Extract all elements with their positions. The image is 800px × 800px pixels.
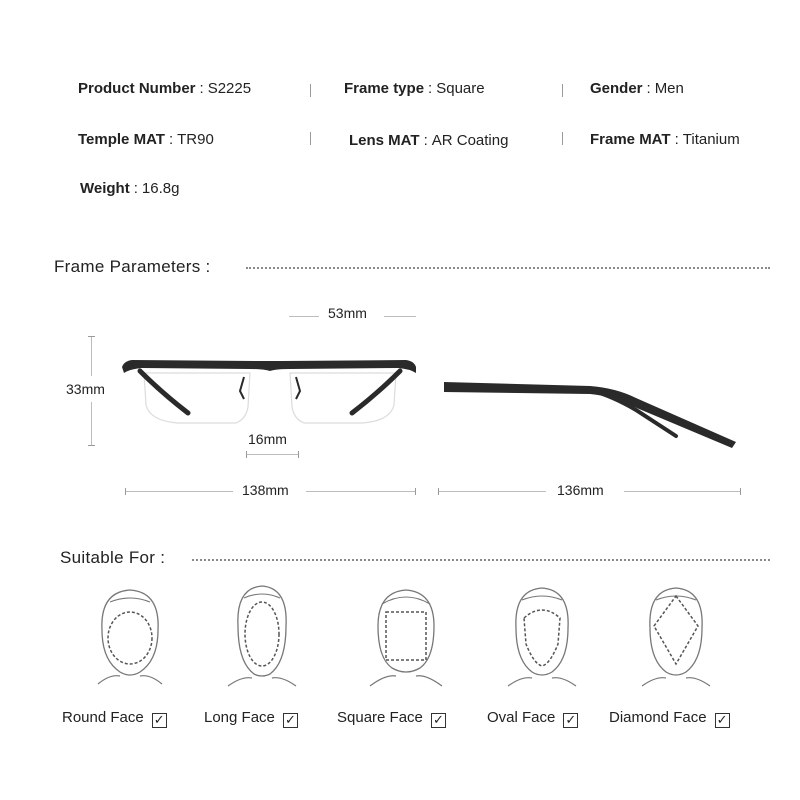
spec-separator: : <box>423 132 428 149</box>
dimension-line <box>125 491 233 492</box>
face-option-oval <box>487 709 578 726</box>
bridge-label: 16mm <box>248 431 287 447</box>
diamond-face-icon <box>626 582 726 692</box>
long-face-icon <box>212 582 312 692</box>
spec-label: Gender <box>590 80 643 97</box>
spec-separator: : <box>133 180 138 197</box>
dimension-tick <box>298 451 299 458</box>
dimension-tick <box>438 488 439 495</box>
dimension-tick <box>125 488 126 495</box>
face-label: Diamond Face <box>609 709 707 726</box>
left-temple <box>140 371 188 413</box>
lens-height-label: 33mm <box>66 381 105 397</box>
spec-label: Weight <box>80 180 130 197</box>
face-option-square <box>337 709 446 726</box>
dimension-tick <box>415 488 416 495</box>
spec-frame-type <box>344 80 485 97</box>
check-icon: ✓ <box>283 713 298 728</box>
round-face-icon <box>80 582 180 692</box>
dimension-line <box>438 491 546 492</box>
glasses-front-view <box>118 355 422 435</box>
dimension-line <box>289 316 319 317</box>
spec-label: Lens MAT <box>349 132 420 149</box>
dimension-line <box>306 491 416 492</box>
spec-value: AR Coating <box>431 132 509 149</box>
spec-separator: : <box>199 80 204 97</box>
dimension-line <box>91 336 92 376</box>
spec-value: TR90 <box>177 131 214 148</box>
spec-label: Frame type <box>344 80 425 97</box>
spec-temple-mat <box>78 131 214 148</box>
divider <box>310 132 311 145</box>
spec-product-number <box>78 80 251 97</box>
dimension-tick <box>88 445 95 446</box>
spec-label: Frame MAT <box>590 131 671 148</box>
spec-value: Square <box>436 80 485 97</box>
face-option-long <box>204 709 298 726</box>
glasses-side-view <box>440 376 740 452</box>
dimension-line <box>91 402 92 446</box>
dimension-line <box>246 454 298 455</box>
right-nose-pad <box>296 377 300 399</box>
spec-separator: : <box>646 80 651 97</box>
check-icon: ✓ <box>152 713 167 728</box>
divider <box>562 132 563 145</box>
spec-separator: : <box>428 80 433 97</box>
spec-lens-mat <box>349 132 508 149</box>
lens-width-label: 53mm <box>328 305 367 321</box>
spec-label: Temple MAT <box>78 131 165 148</box>
face-option-round <box>62 709 167 726</box>
right-temple <box>352 371 400 413</box>
spec-value: S2225 <box>207 80 252 97</box>
dimension-line <box>384 316 416 317</box>
frame-parameters-title: Frame Parameters : <box>54 257 211 276</box>
spec-weight <box>80 180 179 197</box>
oval-face-icon <box>492 582 592 692</box>
divider <box>562 84 563 97</box>
check-icon: ✓ <box>563 713 578 728</box>
divider <box>310 84 311 97</box>
dimension-tick <box>246 451 247 458</box>
spec-frame-mat <box>590 131 740 148</box>
check-icon: ✓ <box>715 713 730 728</box>
left-lens <box>144 373 250 423</box>
suitable-for-title: Suitable For : <box>60 548 166 567</box>
spec-separator: : <box>674 131 679 148</box>
face-label: Square Face <box>337 709 423 726</box>
title-dotted-rule <box>192 559 770 561</box>
face-label: Round Face <box>62 709 144 726</box>
spec-value: 16.8g <box>141 180 180 197</box>
face-label: Long Face <box>204 709 275 726</box>
face-option-diamond <box>609 709 730 726</box>
dimension-tick <box>740 488 741 495</box>
temple-length-label: 136mm <box>557 482 604 498</box>
dimension-line <box>624 491 740 492</box>
frame-top-bar <box>122 360 416 373</box>
spec-separator: : <box>168 131 174 148</box>
title-dotted-rule <box>246 267 770 269</box>
frame-width-label: 138mm <box>242 482 289 498</box>
left-nose-pad <box>240 377 244 399</box>
right-lens <box>290 373 396 423</box>
spec-gender <box>590 80 684 97</box>
check-icon: ✓ <box>431 713 446 728</box>
spec-label: Product Number <box>78 80 196 97</box>
spec-value: Titanium <box>682 131 740 148</box>
square-face-icon <box>356 582 456 692</box>
face-label: Oval Face <box>487 709 556 726</box>
dimension-tick <box>88 336 95 337</box>
spec-value: Men <box>654 80 684 97</box>
